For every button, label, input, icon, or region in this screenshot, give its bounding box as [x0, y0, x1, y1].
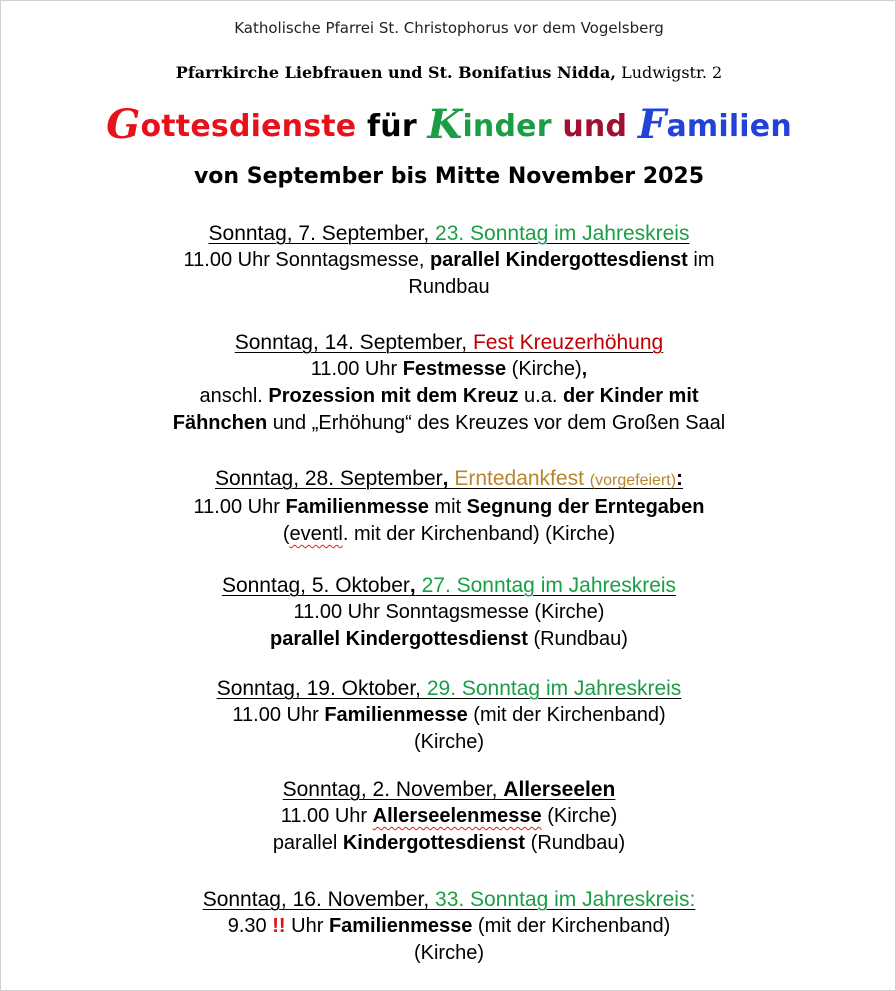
- event-time: 11.00 Uhr: [310, 358, 398, 380]
- title-word-und: und: [562, 109, 628, 144]
- title-word-familien: amilien: [666, 109, 792, 144]
- church-name: Pfarrkirche Liebfrauen und St. Bonifatius Nidda,: [175, 63, 616, 82]
- event-highlight: Fähnchen: [172, 412, 268, 434]
- event-text: u.a.: [524, 385, 558, 407]
- event-highlight: parallel Kindergottesdienst: [270, 628, 528, 650]
- event-text: (Rundbau): [533, 628, 628, 650]
- church-line: [1, 63, 896, 82]
- event-heading: [1, 675, 896, 702]
- event-date: Sonntag, 16. November,: [202, 888, 430, 911]
- event-text: (mit der Kirchenband): [473, 704, 666, 726]
- event-highlight: Familienmesse: [285, 496, 429, 518]
- event-date: Sonntag, 14. September,: [234, 331, 468, 354]
- event-feast: 27. Sonntag im Jahreskreis: [421, 574, 677, 597]
- event-details-2: [1, 521, 896, 548]
- event-details: [1, 494, 896, 521]
- event-text: (Kirche): [547, 805, 618, 827]
- event-highlight: Familienmesse: [324, 704, 468, 726]
- event-location: (Kirche): [413, 942, 484, 964]
- title-word-gottesdienste: ottesdienste: [140, 109, 357, 144]
- event-text: parallel: [272, 832, 338, 854]
- title-word-kinder: inder: [462, 109, 552, 144]
- event-highlight: Festmesse: [402, 358, 507, 380]
- main-title: [1, 101, 896, 148]
- event-time: 9.30: [227, 915, 267, 937]
- event-feast: Erntedankfest: [454, 467, 584, 490]
- event-highlight: Segnung der Erntegaben: [466, 496, 705, 518]
- event-details-2: [1, 383, 896, 410]
- event-details-3: [1, 410, 896, 437]
- event-date: Sonntag, 7. September,: [208, 222, 430, 245]
- title-word-fuer: für: [367, 109, 417, 144]
- event-text: und „Erhöhung“ des Kreuzes vor dem Großen Saal: [272, 412, 726, 434]
- event-details: [1, 702, 896, 729]
- event-text: im: [693, 249, 715, 271]
- event-date: Sonntag, 19. Oktober,: [216, 677, 421, 700]
- event-text: anschl.: [199, 385, 263, 407]
- event-text: (Rundbau): [530, 832, 626, 854]
- event-heading: [1, 886, 896, 913]
- event-details-2: [1, 830, 896, 857]
- event-details: 11.00 Uhr Sonntagsmesse (Kirche): [293, 601, 605, 623]
- event-text: Uhr: [291, 915, 324, 937]
- event-feast: Fest Kreuzerhöhung: [472, 331, 664, 354]
- event-feast: 23. Sonntag im Jahreskreis: [435, 222, 690, 245]
- event-details: [1, 913, 896, 940]
- event-highlight: Kindergottesdienst: [342, 832, 526, 854]
- event-punct: ,: [581, 358, 588, 380]
- event-highlight: Familienmesse: [328, 915, 473, 937]
- event-text: (mit der Kirchenband): [477, 915, 671, 937]
- event-punct: ,: [409, 574, 416, 597]
- spellcheck-marked-word: eventl: [289, 523, 343, 545]
- event-punct: ,: [442, 467, 449, 490]
- event-date: Sonntag, 5. Oktober: [221, 574, 410, 597]
- title-initial-g: G: [106, 101, 141, 148]
- event-text: . mit der Kirchenband) (Kirche): [342, 523, 616, 545]
- event-date: Sonntag, 28. September: [214, 467, 443, 490]
- event-heading: [1, 572, 896, 599]
- event-date: Sonntag, 2. November,: [282, 778, 498, 801]
- event-location: (Kirche): [413, 731, 484, 753]
- event-details: [1, 803, 896, 830]
- event-heading: [1, 220, 896, 247]
- event-highlight: der Kinder mit: [562, 385, 699, 407]
- event-highlight: parallel Kindergottesdienst: [429, 249, 688, 271]
- event-text: (Kirche): [511, 358, 582, 380]
- event-time: 11.00 Uhr: [193, 496, 280, 518]
- event-time: 11.00 Uhr: [280, 805, 368, 827]
- event-nov-16: [1, 886, 896, 967]
- event-details: [1, 356, 896, 383]
- event-sep-7: [1, 220, 896, 301]
- event-feast-note: (vorgefeiert): [589, 472, 677, 489]
- event-heading: [1, 465, 896, 494]
- event-feast: 29. Sonntag im Jahreskreis: [426, 677, 682, 700]
- event-time: 11.00 Uhr Sonntagsmesse,: [183, 249, 425, 271]
- event-highlight: Prozession mit dem Kreuz: [268, 385, 519, 407]
- event-details-2: [1, 626, 896, 653]
- event-sep-14: [1, 329, 896, 437]
- event-heading: [1, 329, 896, 356]
- event-oct-19: [1, 675, 896, 756]
- event-punct: :: [676, 467, 684, 490]
- parish-name: Katholische Pfarrei St. Christophorus vor dem Vogelsberg: [234, 19, 664, 37]
- event-text: (: [282, 523, 290, 545]
- event-feast: Allerseelen: [503, 778, 616, 801]
- title-initial-k: K: [427, 101, 463, 148]
- event-details: [1, 247, 896, 274]
- event-oct-5: [1, 572, 896, 653]
- event-time: 11.00 Uhr: [232, 704, 319, 726]
- spellcheck-marked-word: Allerseelenmesse: [372, 805, 542, 827]
- event-sep-28: [1, 465, 896, 548]
- event-feast: 33. Sonntag im Jahreskreis:: [435, 888, 696, 911]
- subtitle: von September bis Mitte November 2025: [193, 164, 705, 189]
- event-nov-2: [1, 776, 896, 857]
- title-initial-f: F: [637, 101, 667, 148]
- event-location: Rundbau: [408, 276, 490, 298]
- event-text: mit: [434, 496, 462, 518]
- warning-exclamation: !!: [272, 915, 286, 937]
- church-address: Ludwigstr. 2: [621, 63, 723, 82]
- event-heading: [1, 776, 896, 803]
